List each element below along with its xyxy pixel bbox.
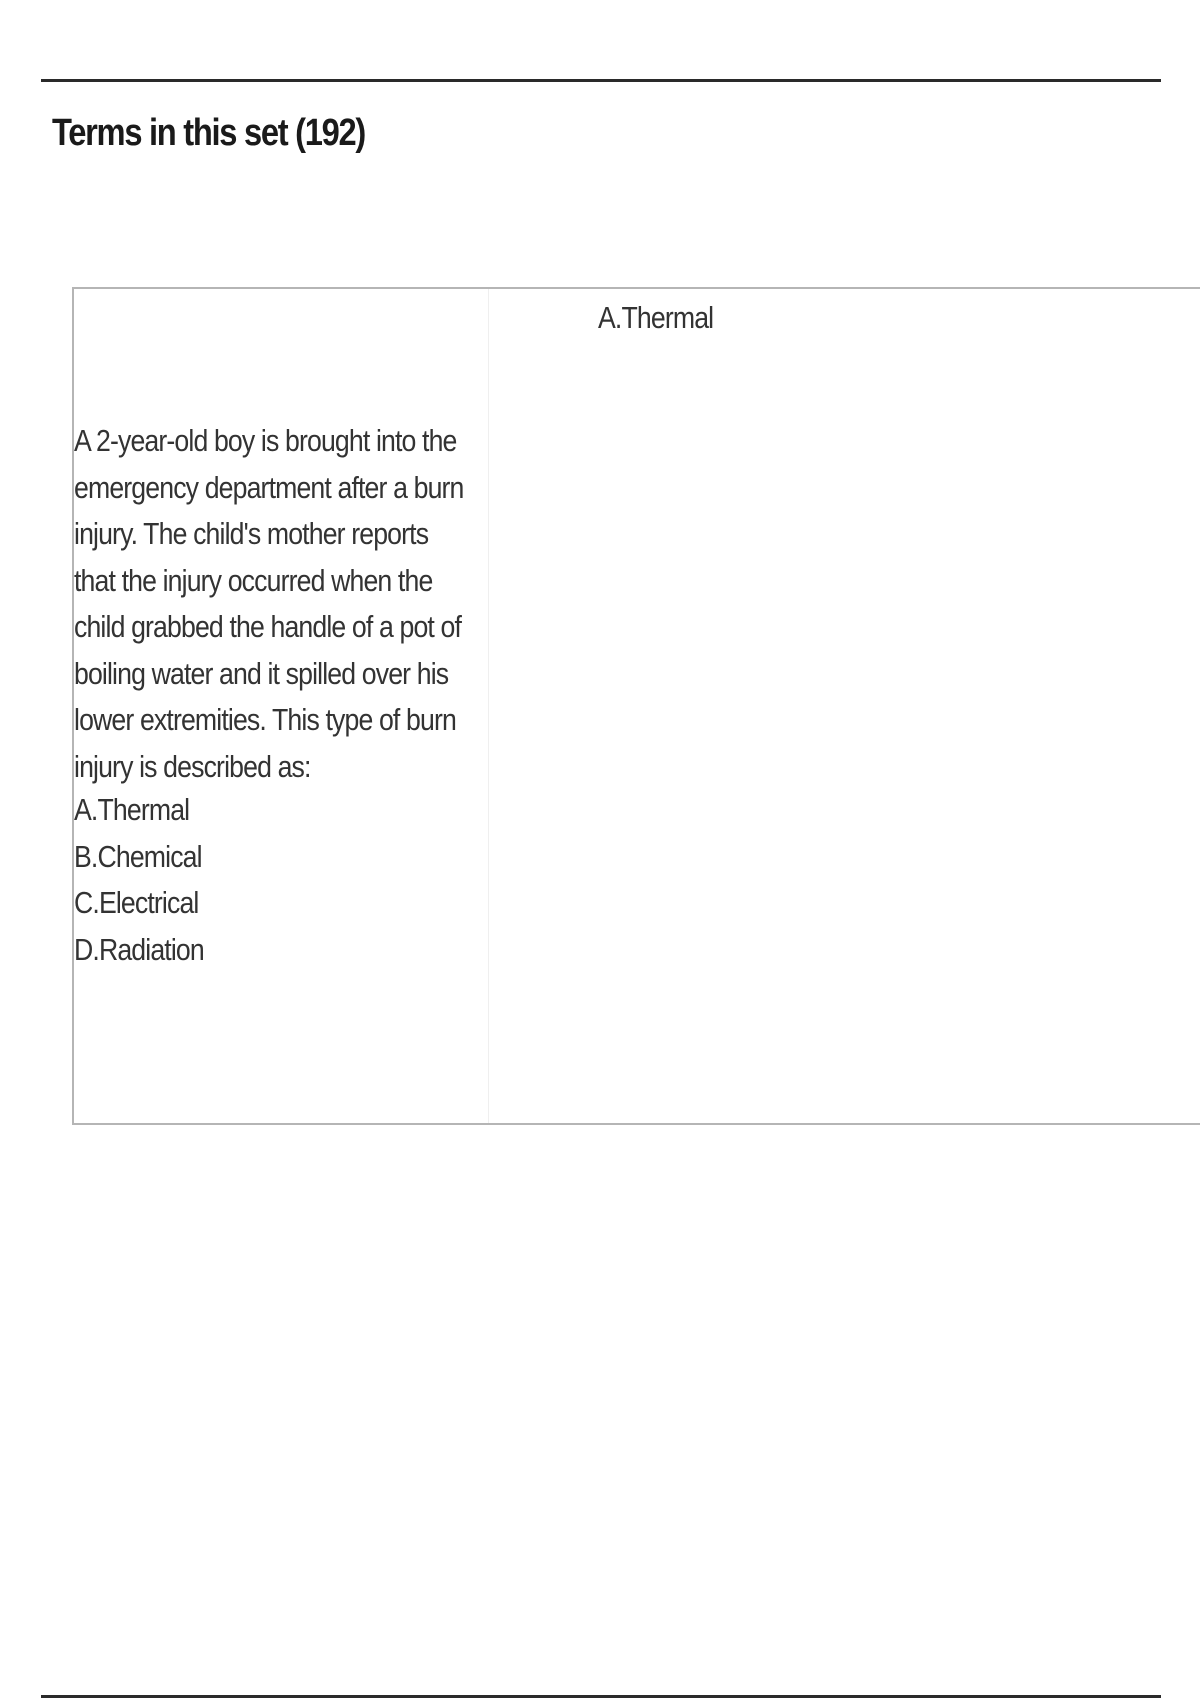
answer-options-list bbox=[74, 787, 204, 973]
definition-side bbox=[526, 289, 1200, 1123]
bottom-divider bbox=[41, 1695, 1161, 1698]
definition-answer: A.Thermal bbox=[598, 300, 714, 335]
term-question: A 2-year-old boy is brought into the emergency department after a burn injury. The child's mother reports that the injury occurred when the child grabbed the handle of a pot of boiling water and it spilled over his lower extremities. This type of burn injury is described as: bbox=[74, 423, 464, 784]
answer-option-a: A.Thermal bbox=[74, 792, 190, 827]
top-divider bbox=[41, 79, 1161, 82]
term-card bbox=[72, 287, 1200, 1125]
term-side bbox=[74, 289, 489, 1123]
answer-option-d: D.Radiation bbox=[74, 931, 204, 967]
answer-option-c: C.Electrical bbox=[74, 885, 199, 920]
answer-option-b: B.Chemical bbox=[74, 838, 202, 874]
terms-count-heading: Terms in this set (192) bbox=[52, 112, 365, 154]
